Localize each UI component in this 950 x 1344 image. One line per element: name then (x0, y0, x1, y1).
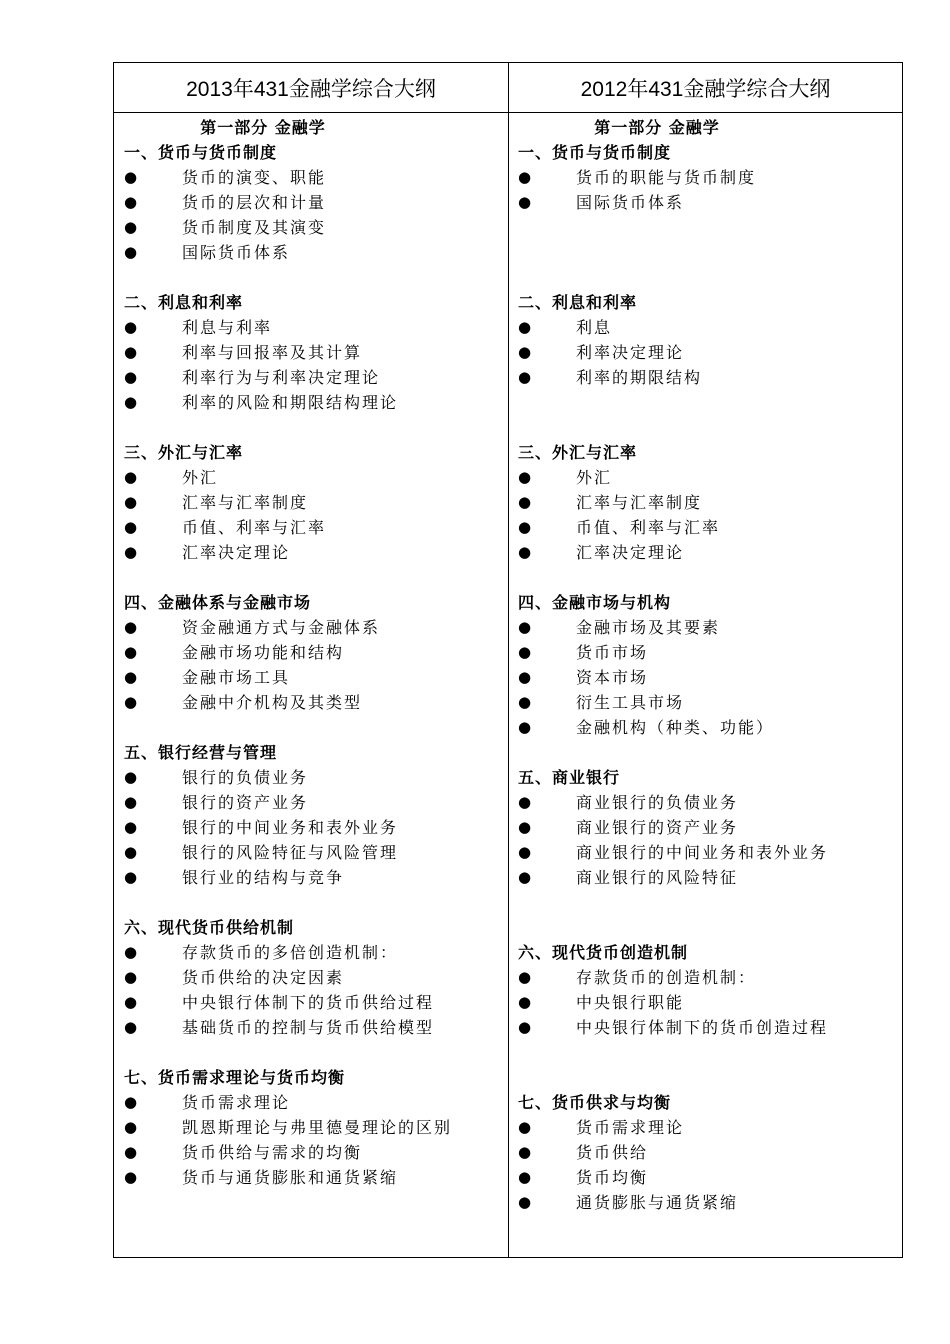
bullet-icon: ● (518, 993, 534, 1011)
section-title: 五、商业银行 (518, 768, 621, 787)
list-item-text: 金融市场工具 (182, 668, 291, 687)
list-item (518, 315, 898, 340)
bullet-icon: ● (518, 693, 534, 711)
list-item (518, 715, 898, 740)
list-item-text: 货币的职能与货币制度 (576, 168, 757, 187)
list-item-text: 商业银行的中间业务和表外业务 (576, 843, 829, 862)
section (518, 440, 898, 565)
bullet-icon: ● (518, 493, 534, 511)
bullet-icon: ● (518, 518, 534, 536)
list-item (518, 690, 898, 715)
bullet-icon: ● (518, 368, 534, 386)
bullet-icon: ● (124, 1143, 140, 1161)
list-item-text: 国际货币体系 (182, 243, 291, 262)
list-item (518, 790, 898, 815)
bullet-icon: ● (124, 1018, 140, 1036)
section-title: 六、现代货币供给机制 (124, 918, 295, 937)
list-item (518, 165, 898, 190)
list-item-text: 银行的资产业务 (182, 793, 309, 812)
list-item (124, 1140, 504, 1165)
section (124, 915, 504, 1040)
list-item (124, 1015, 504, 1040)
list-item (518, 365, 898, 390)
list-item (124, 840, 504, 865)
section (518, 290, 898, 390)
bullet-icon: ● (124, 493, 140, 511)
list-item (124, 390, 504, 415)
list-item-text: 利率决定理论 (576, 343, 685, 362)
bullet-icon: ● (124, 343, 140, 361)
bullet-icon: ● (124, 468, 140, 486)
list-item (124, 240, 504, 265)
list-item (518, 640, 898, 665)
bullet-icon: ● (518, 818, 534, 836)
list-item (518, 815, 898, 840)
section (518, 140, 898, 215)
list-item-text: 货币需求理论 (182, 1093, 291, 1112)
list-item-text: 通货膨胀与通货紧缩 (576, 1193, 739, 1212)
bullet-icon: ● (124, 643, 140, 661)
list-item (124, 790, 504, 815)
list-item-text: 商业银行的资产业务 (576, 818, 739, 837)
bullet-icon: ● (518, 543, 534, 561)
list-item-text: 国际货币体系 (576, 193, 685, 212)
bullet-icon: ● (518, 168, 534, 186)
list-item-text: 商业银行的风险特征 (576, 868, 739, 887)
header-2013: 2013年431金融学综合大纲 (186, 77, 436, 101)
bullet-icon: ● (124, 243, 140, 261)
bullet-icon: ● (124, 868, 140, 886)
bullet-icon: ● (518, 1018, 534, 1036)
list-item-text: 凯恩斯理论与弗里德曼理论的区别 (182, 1118, 453, 1137)
bullet-icon: ● (124, 193, 140, 211)
list-item-text: 币值、利率与汇率 (576, 518, 721, 537)
list-item (124, 190, 504, 215)
bullet-icon: ● (518, 968, 534, 986)
column-divider (508, 63, 509, 1257)
list-item-text: 银行的风险特征与风险管理 (182, 843, 399, 862)
bullet-icon: ● (518, 1168, 534, 1186)
section-title: 七、货币供求与均衡 (518, 1093, 672, 1112)
bullet-icon: ● (518, 193, 534, 211)
section (124, 590, 504, 715)
list-item (518, 865, 898, 890)
list-item-text: 银行业的结构与竞争 (182, 868, 345, 887)
bullet-icon: ● (124, 768, 140, 786)
list-item (124, 1165, 504, 1190)
section-title: 二、利息和利率 (518, 293, 638, 312)
list-item (518, 340, 898, 365)
list-item (124, 490, 504, 515)
section (518, 940, 898, 1040)
list-item-text: 利率的风险和期限结构理论 (182, 393, 399, 412)
list-item-text: 货币的层次和计量 (182, 193, 327, 212)
list-item-text: 货币供给与需求的均衡 (182, 1143, 363, 1162)
list-item (124, 965, 504, 990)
list-item (518, 465, 898, 490)
list-item-text: 外汇 (182, 468, 219, 487)
bullet-icon: ● (124, 1093, 140, 1111)
syllabus-comparison-table (113, 62, 903, 1258)
list-item-text: 汇率与汇率制度 (182, 493, 309, 512)
section-title: 一、货币与货币制度 (518, 143, 672, 162)
bullet-icon: ● (124, 818, 140, 836)
bullet-icon: ● (518, 618, 534, 636)
list-item-text: 货币供给 (576, 1143, 649, 1162)
list-item (518, 1015, 898, 1040)
list-item-text: 汇率与汇率制度 (576, 493, 703, 512)
list-item-text: 币值、利率与汇率 (182, 518, 327, 537)
list-item-text: 利率行为与利率决定理论 (182, 368, 381, 387)
list-item (124, 665, 504, 690)
bullet-icon: ● (124, 793, 140, 811)
list-item (124, 340, 504, 365)
list-item-text: 利率与回报率及其计算 (182, 343, 363, 362)
list-item-text: 利息 (576, 318, 613, 337)
list-item (124, 815, 504, 840)
section (124, 440, 504, 565)
list-item (124, 465, 504, 490)
list-item (124, 1115, 504, 1140)
list-item-text: 汇率决定理论 (576, 543, 685, 562)
bullet-icon: ● (124, 543, 140, 561)
list-item-text: 利息与利率 (182, 318, 273, 337)
section-title: 二、利息和利率 (124, 293, 244, 312)
section (124, 740, 504, 890)
bullet-icon: ● (518, 468, 534, 486)
list-item (518, 540, 898, 565)
bullet-icon: ● (518, 793, 534, 811)
list-item-text: 货币需求理论 (576, 1118, 685, 1137)
section (124, 1065, 504, 1190)
header-2012: 2012年431金融学综合大纲 (580, 77, 831, 101)
bullet-icon: ● (518, 643, 534, 661)
bullet-icon: ● (518, 843, 534, 861)
bullet-icon: ● (124, 668, 140, 686)
bullet-icon: ● (124, 218, 140, 236)
list-item (124, 315, 504, 340)
list-item-text: 资本市场 (576, 668, 649, 687)
section-title: 三、外汇与汇率 (124, 443, 244, 462)
list-item-text: 中央银行体制下的货币创造过程 (576, 1018, 829, 1037)
bullet-icon: ● (124, 968, 140, 986)
bullet-icon: ● (124, 168, 140, 186)
section (124, 140, 504, 265)
section-title: 七、货币需求理论与货币均衡 (124, 1068, 346, 1087)
list-item (518, 1165, 898, 1190)
list-item (124, 365, 504, 390)
list-item (518, 990, 898, 1015)
list-item (518, 840, 898, 865)
list-item (124, 940, 504, 965)
list-item-text: 资金融通方式与金融体系 (182, 618, 381, 637)
list-item (518, 615, 898, 640)
list-item-text: 金融市场功能和结构 (182, 643, 345, 662)
bullet-icon: ● (124, 368, 140, 386)
list-item (518, 965, 898, 990)
section-title: 四、金融市场与机构 (518, 593, 672, 612)
bullet-icon: ● (518, 668, 534, 686)
section (518, 1090, 898, 1215)
section-title: 六、现代货币创造机制 (518, 943, 689, 962)
list-item-text: 货币供给的决定因素 (182, 968, 345, 987)
bullet-icon: ● (518, 1143, 534, 1161)
list-item (518, 665, 898, 690)
bullet-icon: ● (124, 943, 140, 961)
list-item-text: 货币与通货膨胀和通货紧缩 (182, 1168, 399, 1187)
list-item (518, 1190, 898, 1215)
list-item-text: 货币均衡 (576, 1168, 649, 1187)
list-item (124, 990, 504, 1015)
column-2012 (518, 115, 898, 1215)
list-item-text: 存款货币的多倍创造机制： (182, 943, 399, 962)
section-title: 五、银行经营与管理 (124, 743, 278, 762)
part-title: 第一部分 金融学 (594, 118, 720, 137)
section (518, 590, 898, 740)
section (518, 765, 898, 890)
list-item-text: 金融中介机构及其类型 (182, 693, 363, 712)
list-item (518, 490, 898, 515)
list-item-text: 存款货币的创造机制： (576, 968, 757, 987)
bullet-icon: ● (124, 993, 140, 1011)
list-item (124, 540, 504, 565)
list-item-text: 金融机构（种类、功能） (576, 718, 775, 737)
list-item (124, 640, 504, 665)
bullet-icon: ● (124, 1118, 140, 1136)
list-item (124, 165, 504, 190)
bullet-icon: ● (124, 318, 140, 336)
list-item (124, 215, 504, 240)
bullet-icon: ● (124, 693, 140, 711)
list-item-text: 商业银行的负债业务 (576, 793, 739, 812)
bullet-icon: ● (518, 318, 534, 336)
list-item (124, 1090, 504, 1115)
bullet-icon: ● (124, 1168, 140, 1186)
list-item (518, 515, 898, 540)
list-item (518, 1140, 898, 1165)
part-title: 第一部分 金融学 (200, 118, 326, 137)
list-item-text: 货币制度及其演变 (182, 218, 327, 237)
list-item-text: 基础货币的控制与货币供给模型 (182, 1018, 435, 1037)
list-item-text: 金融市场及其要素 (576, 618, 721, 637)
section-title: 四、金融体系与金融市场 (124, 593, 312, 612)
bullet-icon: ● (124, 843, 140, 861)
bullet-icon: ● (124, 618, 140, 636)
bullet-icon: ● (518, 868, 534, 886)
list-item-text: 银行的中间业务和表外业务 (182, 818, 399, 837)
section-title: 三、外汇与汇率 (518, 443, 638, 462)
list-item (124, 865, 504, 890)
bullet-icon: ● (124, 393, 140, 411)
bullet-icon: ● (124, 518, 140, 536)
bullet-icon: ● (518, 1193, 534, 1211)
list-item (124, 765, 504, 790)
list-item-text: 中央银行体制下的货币供给过程 (182, 993, 435, 1012)
bullet-icon: ● (518, 718, 534, 736)
list-item (124, 515, 504, 540)
column-2013 (124, 115, 504, 1190)
bullet-icon: ● (518, 1118, 534, 1136)
header-divider (114, 112, 902, 113)
list-item-text: 利率的期限结构 (576, 368, 703, 387)
list-item-text: 货币市场 (576, 643, 649, 662)
list-item (518, 1115, 898, 1140)
list-item-text: 银行的负债业务 (182, 768, 309, 787)
list-item-text: 汇率决定理论 (182, 543, 291, 562)
list-item-text: 外汇 (576, 468, 613, 487)
list-item-text: 货币的演变、职能 (182, 168, 327, 187)
bullet-icon: ● (518, 343, 534, 361)
list-item (518, 190, 898, 215)
list-item (124, 615, 504, 640)
section-title: 一、货币与货币制度 (124, 143, 278, 162)
list-item (124, 690, 504, 715)
section (124, 290, 504, 415)
list-item-text: 中央银行职能 (576, 993, 685, 1012)
list-item-text: 衍生工具市场 (576, 693, 685, 712)
